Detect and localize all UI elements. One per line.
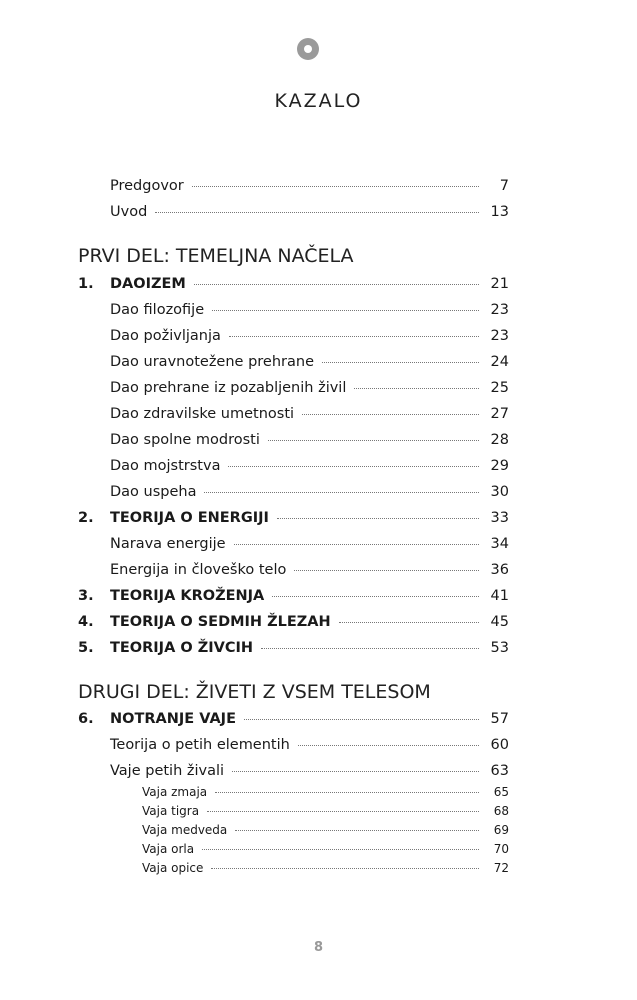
toc-label: Vaja orla [142,842,195,856]
toc-label: Dao filozofije [110,302,205,318]
chapter-number: 4. [78,614,94,630]
toc-chapter-4[interactable] [78,614,509,630]
toc-label: Vaja opice [142,861,204,875]
chapter-number: 5. [78,640,94,656]
toc-page: 13 [490,204,509,220]
toc-label: NOTRANJE VAJE [110,711,236,727]
toc-label: Narava energije [110,536,226,552]
toc-label: TEORIJA O ŽIVCIH [110,640,254,656]
toc-page: 57 [490,711,509,727]
toc-subentry[interactable] [78,842,509,856]
section-heading-part1: PRVI DEL: TEMELJNA NAČELA [78,245,354,267]
toc-page: 23 [490,328,509,344]
toc-chapter-6[interactable] [78,711,509,727]
toc-page: 33 [490,510,509,526]
toc-entry[interactable] [78,484,509,500]
toc-page: 23 [490,302,509,318]
toc-subentry[interactable] [78,785,509,799]
toc-label: Dao uspeha [110,484,197,500]
toc-label: Dao zdravilske umetnosti [110,406,295,422]
toc-page: 72 [493,861,509,875]
toc-page: 7 [499,178,509,194]
toc-label: TEORIJA O SEDMIH ŽLEZAH [110,614,331,630]
toc-entry-predgovor[interactable] [78,178,509,194]
toc-label: DAOIZEM [110,276,186,292]
toc-page: 30 [490,484,509,500]
toc-label: Vaja medveda [142,823,228,837]
toc-page: 70 [493,842,509,856]
section-heading-part2: DRUGI DEL: ŽIVETI Z VSEM TELESOM [78,681,431,703]
ornament-icon [297,38,319,60]
toc-page: 21 [490,276,509,292]
toc-entry[interactable] [78,432,509,448]
toc-page: 36 [490,562,509,578]
toc-page: 25 [490,380,509,396]
toc-label: Dao prehrane iz pozabljenih živil [110,380,347,396]
toc-label: Teorija o petih elementih [110,737,290,753]
toc-subentry[interactable] [78,823,509,837]
chapter-number: 3. [78,588,94,604]
toc-entry[interactable] [78,328,509,344]
toc-entry[interactable] [78,737,509,753]
chapter-number: 2. [78,510,94,526]
toc-entry[interactable] [78,536,509,552]
toc-entry[interactable] [78,763,509,779]
toc-entry-uvod[interactable] [78,204,509,220]
chapter-number: 6. [78,711,94,727]
toc-page: 63 [490,763,509,779]
toc-subentry[interactable] [78,804,509,818]
toc-label: Dao mojstrstva [110,458,221,474]
toc-page: 45 [490,614,509,630]
toc-label: Vaja zmaja [142,785,208,799]
toc-chapter-1[interactable] [78,276,509,292]
toc-label: Dao poživljanja [110,328,221,344]
toc-page: 69 [493,823,509,837]
toc-label: TEORIJA O ENERGIJI [110,510,269,526]
page-title: KAZALO [274,90,363,112]
toc-page: 28 [490,432,509,448]
toc-label: Vaja tigra [142,804,200,818]
toc-chapter-5[interactable] [78,640,509,656]
toc-label: Energija in človeško telo [110,562,287,578]
toc-page: 41 [490,588,509,604]
page-number: 8 [313,940,324,955]
toc-page: 68 [493,804,509,818]
toc-entry[interactable] [78,302,509,318]
toc-entry[interactable] [78,380,509,396]
toc-page: 60 [490,737,509,753]
chapter-number: 1. [78,276,94,292]
toc-label: Dao spolne modrosti [110,432,260,448]
toc-chapter-2[interactable] [78,510,509,526]
toc-entry[interactable] [78,562,509,578]
toc-label: Dao uravnotežene prehrane [110,354,314,370]
toc-label: Vaje petih živali [110,763,225,779]
toc-entry[interactable] [78,354,509,370]
toc-page: 29 [490,458,509,474]
toc-page: 27 [490,406,509,422]
toc-chapter-3[interactable] [78,588,509,604]
toc-page: 24 [490,354,509,370]
toc-page: 53 [490,640,509,656]
toc-label: Uvod [110,204,148,220]
toc-entry[interactable] [78,406,509,422]
toc-page: 65 [493,785,509,799]
toc-entry[interactable] [78,458,509,474]
toc-page: 34 [490,536,509,552]
toc-label: Predgovor [110,178,184,194]
toc-label: TEORIJA KROŽENJA [110,588,265,604]
toc-subentry[interactable] [78,861,509,875]
